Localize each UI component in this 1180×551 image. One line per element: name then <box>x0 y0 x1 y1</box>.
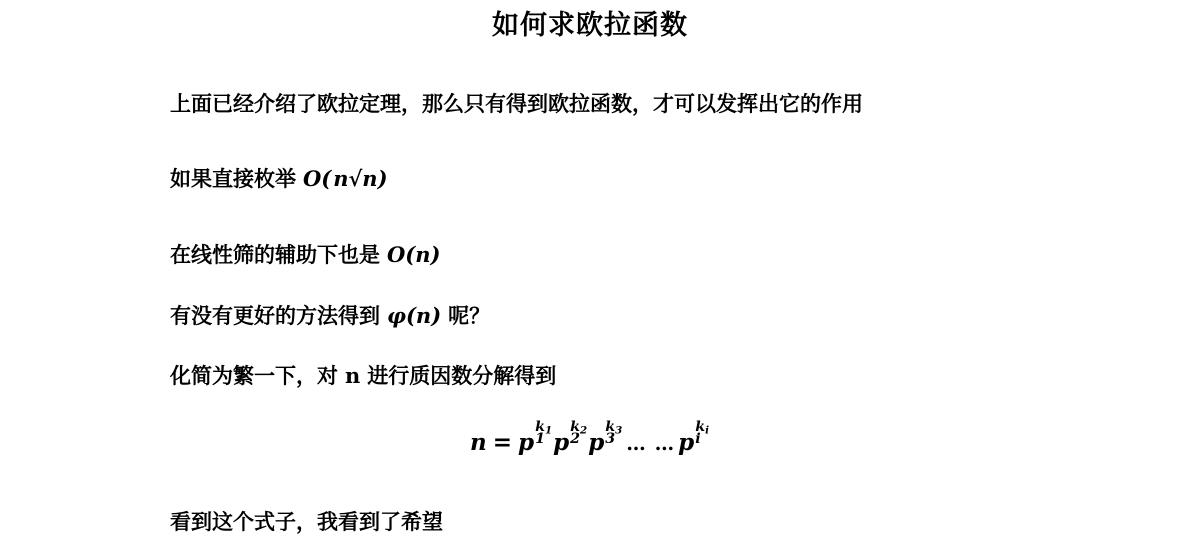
document-body-end <box>170 508 1120 536</box>
formula-factor-i: p $k_i$ i <box>678 418 710 456</box>
formula-factor-2: p $k_2$ 2 <box>553 418 588 456</box>
math-phi-n: φ(n) <box>387 303 442 329</box>
formula-prime-factorization <box>469 418 710 456</box>
document-body <box>170 90 1120 391</box>
paragraph-factorization <box>170 362 1120 390</box>
formula-block <box>0 418 1180 456</box>
paragraph-factorization-prefix: 化简为繁一下，对 <box>170 364 338 389</box>
paragraph-better-method-prefix: 有没有更好的方法得到 <box>170 304 380 329</box>
formula-equals: = <box>492 428 512 456</box>
paragraph-linear-sieve <box>170 241 1120 269</box>
paragraph-brute-force-text: 如果直接枚举 <box>170 167 296 192</box>
formula-ellipsis: … … <box>626 431 676 455</box>
paragraph-better-method-suffix: 呢？ <box>448 304 491 329</box>
formula-factor-1: p $k_1$ 1 <box>517 418 553 456</box>
page-title: 如何求欧拉函数 <box>492 10 688 40</box>
paragraph-brute-force <box>170 165 1120 193</box>
paragraph-hope: 看到这个式子，我看到了希望 <box>170 509 443 534</box>
formula-factor-3: p $k_3$ 3 <box>588 418 623 456</box>
math-complexity-sqrt: O(n√n) <box>303 166 388 192</box>
paragraph-linear-sieve-text: 在线性筛的辅助下也是 <box>170 242 380 267</box>
paragraph-intro: 上面已经介绍了欧拉定理，那么只有得到欧拉函数，才可以发挥出它的作用 <box>170 92 863 117</box>
formula-lhs: n <box>469 428 487 456</box>
paragraph-better-method <box>170 302 1120 330</box>
paragraph-factorization-suffix: 进行质因数分解得到 <box>367 364 557 389</box>
document-page <box>0 8 1180 551</box>
math-variable-n: n <box>345 363 361 389</box>
math-complexity-n: O(n) <box>387 241 441 267</box>
